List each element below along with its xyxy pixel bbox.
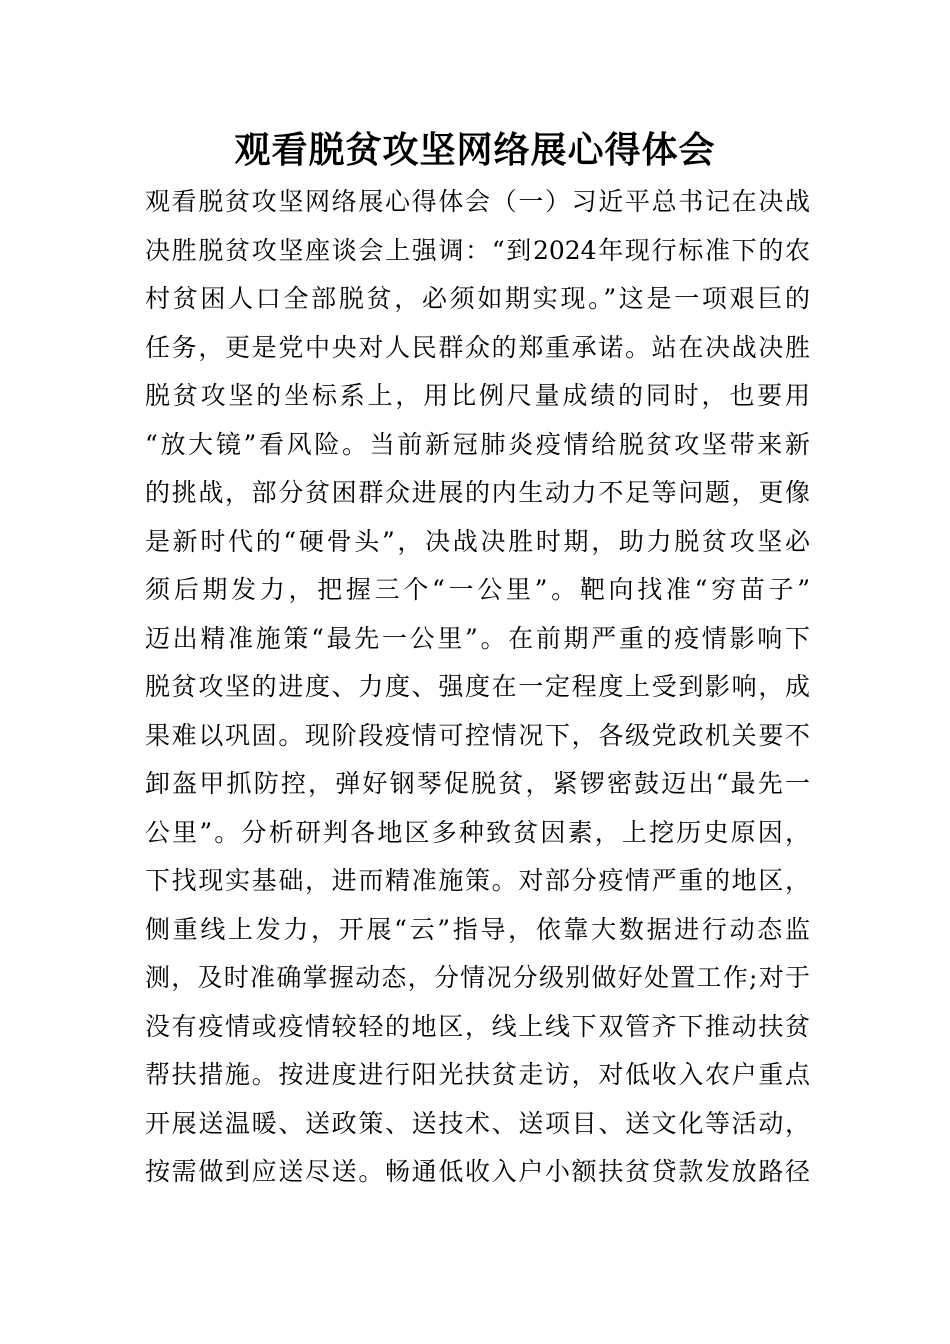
body-line: 村贫困人口全部脱贫，必须如期实现。”这是一项艰巨的	[145, 284, 810, 313]
body-line: 帮扶措施。按进度进行阳光扶贫走访，对低收入农户重点	[145, 1060, 810, 1089]
body-line: 开展送温暖、送政策、送技术、送项目、送文化等活动，	[145, 1108, 810, 1138]
body-line: 观看脱贫攻坚网络展心得体会（一）习近平总书记在决战	[145, 187, 810, 216]
body-line: 任务，更是党中央对人民群众的郑重承诺。站在决战决胜	[145, 332, 810, 362]
body-line: 的挑战，部分贫困群众进展的内生动力不足等问题，更像	[145, 478, 810, 507]
body-line: 公里”。分析研判各地区多种致贫因素，上挖历史原因，	[145, 817, 810, 847]
body-line: 卸盔甲抓防控，弹好钢琴促脱贫，紧锣密鼓迈出“最先一	[145, 769, 810, 798]
body-line: 测，及时准确掌握动态，分情况分级别做好处置工作;对于	[145, 963, 810, 992]
body-line: 须后期发力，把握三个“一公里”。靶向找准“穷苗子”	[145, 575, 810, 604]
body-line: 按需做到应送尽送。畅通低收入户小额扶贫贷款发放路径	[145, 1157, 810, 1186]
body-line: 侧重线上发力，开展“云”指导，依靠大数据进行动态监	[145, 914, 810, 944]
body-line: 下找现实基础，进而精准施策。对部分疫情严重的地区，	[145, 866, 810, 895]
body-line: 脱贫攻坚的坐标系上，用比例尺量成绩的同时，也要用	[145, 381, 810, 410]
body-line: 决胜脱贫攻坚座谈会上强调：“到2024年现行标准下的农	[145, 235, 810, 265]
body-line: 没有疫情或疫情较轻的地区，线上线下双管齐下推动扶贫	[145, 1011, 810, 1041]
document-body	[145, 178, 810, 1197]
body-line: 迈出精准施策“最先一公里”。在前期严重的疫情影响下	[145, 623, 810, 653]
body-line: “放大镜”看风险。当前新冠肺炎疫情给脱贫攻坚带来新	[145, 429, 810, 459]
document-title: 观看脱贫攻坚网络展心得体会	[234, 129, 716, 171]
body-line: 果难以巩固。现阶段疫情可控情况下，各级党政机关要不	[145, 720, 810, 750]
body-line: 脱贫攻坚的进度、力度、强度在一定程度上受到影响，成	[145, 672, 810, 701]
body-line: 是新时代的“硬骨头”，决战决胜时期，助力脱贫攻坚必	[145, 526, 810, 556]
